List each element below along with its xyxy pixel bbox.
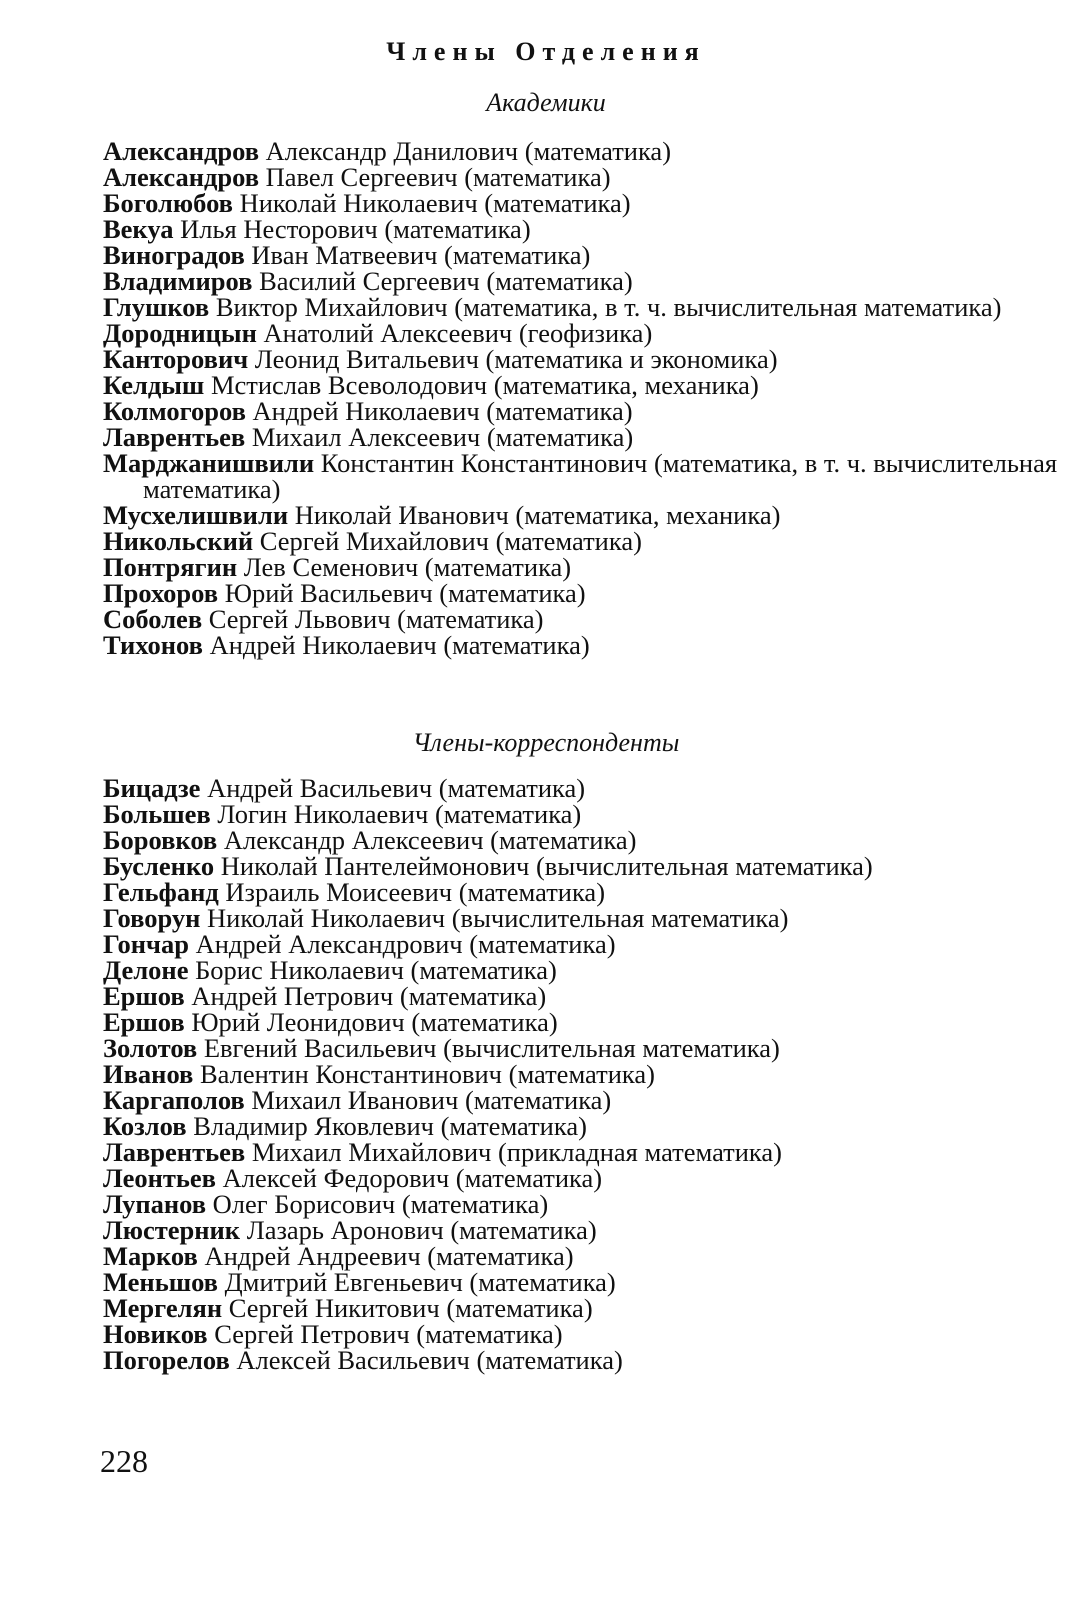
list-item: [103, 1321, 1063, 1347]
list-item: [103, 1087, 1063, 1113]
member-surname: Каргаполов: [103, 1085, 245, 1115]
member-surname: Виноградов: [103, 240, 245, 270]
member-details: Андрей Николаевич (математика): [245, 396, 633, 426]
list-item: [103, 853, 1063, 879]
member-details: Лазарь Аронович (математика): [240, 1215, 597, 1245]
list-item: [103, 1035, 1063, 1061]
member-surname: Новиков: [103, 1319, 208, 1349]
member-details: Владимир Яковлевич (математика): [186, 1111, 587, 1141]
member-surname: Александров: [103, 136, 260, 166]
list-item: [103, 1243, 1063, 1269]
page-number: 228: [100, 1443, 148, 1479]
member-details: Леонид Витальевич (математика и экономика): [248, 344, 778, 374]
member-surname: Бусленко: [103, 851, 215, 881]
member-surname: Бицадзе: [103, 773, 201, 803]
member-surname: Колмогоров: [103, 396, 246, 426]
member-details: Андрей Петрович (математика): [184, 981, 547, 1011]
list-item: [103, 905, 1063, 931]
member-details: Мстислав Всеволодович (математика, механика): [204, 370, 759, 400]
list-item: [103, 1009, 1063, 1035]
member-details: Николай Николаевич (вычислительная математика): [200, 903, 789, 933]
member-details: Алексей Федорович (математика): [215, 1163, 603, 1193]
member-surname: Меньшов: [103, 1267, 218, 1297]
section-heading-corresponding-members: Члены-корреспонденты: [412, 728, 680, 757]
member-details: Логин Николаевич (математика): [210, 799, 582, 829]
member-surname: Боровков: [103, 825, 218, 855]
list-item: [103, 1295, 1063, 1321]
list-item: [103, 164, 1063, 190]
list-item: [103, 931, 1063, 957]
list-item: [103, 632, 1063, 658]
member-surname: Делоне: [103, 955, 189, 985]
member-surname: Лупанов: [103, 1189, 207, 1219]
member-details: Андрей Николаевич (математика): [202, 630, 590, 660]
member-details: Александр Данилович (математика): [259, 136, 672, 166]
member-surname: Золотов: [103, 1033, 198, 1063]
list-item: [103, 957, 1063, 983]
member-details: Павел Сергеевич (математика): [259, 162, 611, 192]
member-surname: Гончар: [103, 929, 189, 959]
member-surname: Лаврентьев: [103, 1137, 246, 1167]
member-details: Николай Иванович (математика, механика): [288, 500, 781, 530]
member-details: Константин Константинович (математика, в т. ч. вычислительная математика): [143, 448, 1058, 504]
member-details: Александр Алексеевич (математика): [217, 825, 637, 855]
member-surname: Тихонов: [103, 630, 203, 660]
list-item: [103, 1113, 1063, 1139]
list-item: [103, 580, 1063, 606]
list-item: [103, 983, 1063, 1009]
member-surname: Боголюбов: [103, 188, 233, 218]
member-surname: Векуа: [103, 214, 174, 244]
list-item: [103, 775, 1063, 801]
list-item: [103, 346, 1063, 372]
member-details: Михаил Алексеевич (математика): [245, 422, 634, 452]
member-details: Николай Николаевич (математика): [232, 188, 631, 218]
member-details: Евгений Васильевич (вычислительная математика): [197, 1033, 780, 1063]
member-details: Иван Матвеевич (математика): [244, 240, 591, 270]
member-details: Михаил Михайлович (прикладная математика): [245, 1137, 782, 1167]
member-surname: Понтрягин: [103, 552, 238, 582]
member-details: Валентин Константинович (математика): [193, 1059, 655, 1089]
member-details: Николай Пантелеймонович (вычислительная математика): [214, 851, 873, 881]
list-item: [103, 138, 1063, 164]
member-details: Илья Несторович (математика): [173, 214, 531, 244]
page-title: Члены Отделения: [386, 37, 706, 66]
member-details: Андрей Андреевич (математика): [197, 1241, 574, 1271]
list-item: [103, 294, 1063, 320]
list-item: [103, 372, 1063, 398]
member-surname: Канторович: [103, 344, 249, 374]
list-item: [103, 1061, 1063, 1087]
member-details: Лев Семенович (математика): [237, 552, 572, 582]
list-item: [103, 879, 1063, 905]
member-surname: Козлов: [103, 1111, 187, 1141]
member-details: Алексей Васильевич (математика): [229, 1345, 623, 1375]
member-surname: Говорун: [103, 903, 201, 933]
member-surname: Никольский: [103, 526, 254, 556]
member-details: Дмитрий Евгеньевич (математика): [217, 1267, 616, 1297]
list-item: [103, 606, 1063, 632]
member-details: Сергей Никитович (математика): [222, 1293, 593, 1323]
member-surname: Мергелян: [103, 1293, 223, 1323]
list-item: [103, 554, 1063, 580]
list-item: [103, 528, 1063, 554]
member-details: Юрий Леонидович (математика): [184, 1007, 558, 1037]
member-surname: Дородницын: [103, 318, 257, 348]
member-details: Василий Сергеевич (математика): [252, 266, 633, 296]
member-surname: Ершов: [103, 1007, 185, 1037]
list-item: [103, 320, 1063, 346]
list-item: [103, 827, 1063, 853]
list-item: [103, 398, 1063, 424]
member-surname: Владимиров: [103, 266, 253, 296]
section-heading-academicians: Академики: [486, 88, 606, 117]
member-details: Виктор Михайлович (математика, в т. ч. вычислительная математика): [209, 292, 1002, 322]
member-surname: Келдыш: [103, 370, 205, 400]
member-surname: Иванов: [103, 1059, 194, 1089]
list-item: [103, 502, 1063, 528]
list-item: [103, 424, 1063, 450]
member-surname: Марджанишвили: [103, 448, 315, 478]
list-item: [103, 1139, 1063, 1165]
member-surname: Глушков: [103, 292, 210, 322]
member-surname: Лаврентьев: [103, 422, 246, 452]
member-surname: Леонтьев: [103, 1163, 216, 1193]
list-item: [103, 216, 1063, 242]
list-item: [103, 268, 1063, 294]
list-item: [103, 242, 1063, 268]
member-surname: Марков: [103, 1241, 198, 1271]
corresponding-members-list: [103, 775, 1063, 1373]
member-surname: Соболев: [103, 604, 203, 634]
member-details: Сергей Львович (математика): [202, 604, 544, 634]
member-surname: Гельфанд: [103, 877, 219, 907]
member-details: Сергей Михайлович (математика): [253, 526, 642, 556]
member-surname: Александров: [103, 162, 260, 192]
list-item: [103, 1191, 1063, 1217]
list-item: [103, 190, 1063, 216]
list-item: [103, 1217, 1063, 1243]
member-details: Андрей Васильевич (математика): [200, 773, 586, 803]
member-details: Олег Борисович (математика): [206, 1189, 549, 1219]
member-surname: Большев: [103, 799, 211, 829]
member-surname: Прохоров: [103, 578, 219, 608]
member-surname: Люстерник: [103, 1215, 241, 1245]
member-details: Андрей Александрович (математика): [188, 929, 616, 959]
member-details: Борис Николаевич (математика): [188, 955, 557, 985]
member-details: Израиль Моисеевич (математика): [218, 877, 606, 907]
member-details: Анатолий Алексеевич (геофизика): [256, 318, 653, 348]
list-item: [103, 1165, 1063, 1191]
member-surname: Мусхелишвили: [103, 500, 289, 530]
member-details: Юрий Васильевич (математика): [218, 578, 586, 608]
list-item: [103, 1347, 1063, 1373]
list-item: [103, 450, 1063, 502]
academicians-list: [103, 138, 1063, 658]
list-item: [103, 1269, 1063, 1295]
list-item: [103, 801, 1063, 827]
member-details: Сергей Петрович (математика): [207, 1319, 563, 1349]
member-details: Михаил Иванович (математика): [244, 1085, 612, 1115]
member-surname: Ершов: [103, 981, 185, 1011]
member-surname: Погорелов: [103, 1345, 230, 1375]
